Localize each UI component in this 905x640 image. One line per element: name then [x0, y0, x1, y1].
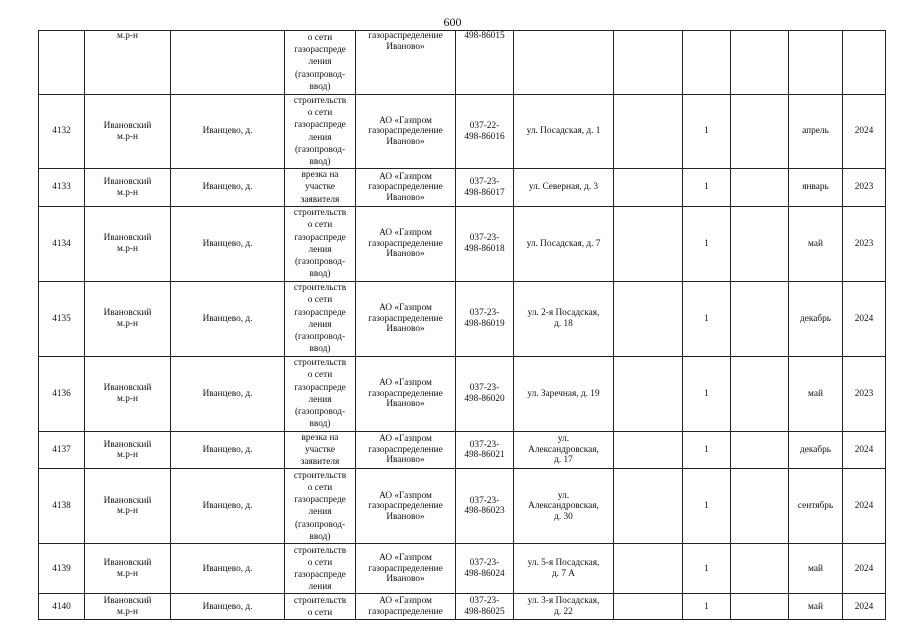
cell-col8 — [614, 31, 683, 95]
cell-district: Ивановский м.р-н — [85, 594, 171, 620]
cell-code: 037-22- 498-86016 — [456, 95, 514, 169]
table-row — [39, 356, 886, 431]
cell-count: 1 — [683, 469, 731, 544]
cell-year: 2023 — [843, 356, 886, 431]
cell-month: май — [789, 544, 843, 594]
cell-district: Ивановский м.р-н — [85, 206, 171, 281]
cell-object-type: строительств о сети газораспреде ления (газопровод- ввод) — [285, 469, 356, 544]
table-row — [39, 31, 886, 95]
cell-month: май — [789, 594, 843, 620]
cell-col10 — [731, 31, 789, 95]
table-row — [39, 469, 886, 544]
cell-month: апрель — [789, 95, 843, 169]
cell-count: 1 — [683, 206, 731, 281]
cell-col8 — [614, 594, 683, 620]
cell-col8 — [614, 169, 683, 207]
cell-col10 — [731, 281, 789, 356]
cell-col10 — [731, 169, 789, 207]
cell-locality: Иванцево, д. — [171, 544, 285, 594]
cell-year: 2024 — [843, 594, 886, 620]
cell-col10 — [731, 95, 789, 169]
cell-number: 4133 — [39, 169, 85, 207]
cell-locality — [171, 31, 285, 95]
cell-count: 1 — [683, 281, 731, 356]
cell-locality: Иванцево, д. — [171, 431, 285, 469]
cell-count: 1 — [683, 169, 731, 207]
cell-locality: Иванцево, д. — [171, 356, 285, 431]
cell-district: Ивановский м.р-н — [85, 431, 171, 469]
cell-code: 037-23- 498-86025 — [456, 594, 514, 620]
cell-organization: АО «Газпром газораспределение Иваново» — [356, 356, 456, 431]
cell-organization: АО «Газпром газораспределение Иваново» — [356, 544, 456, 594]
cell-organization: АО «Газпром газораспределение Иваново» — [356, 169, 456, 207]
cell-col10 — [731, 469, 789, 544]
cell-year: 2024 — [843, 281, 886, 356]
cell-col10 — [731, 206, 789, 281]
cell-address: ул. Северная, д. 3 — [514, 169, 614, 207]
cell-col8 — [614, 281, 683, 356]
cell-object-type: строительств о сети газораспреде ления (газопровод- ввод) — [285, 95, 356, 169]
cell-month — [789, 31, 843, 95]
cell-district: Ивановский м.р-н — [85, 169, 171, 207]
table-row — [39, 431, 886, 469]
cell-object-type: строительств о сети газораспреде ления — [285, 544, 356, 594]
cell-locality: Иванцево, д. — [171, 281, 285, 356]
cell-object-type: врезка на участке заявителя — [285, 169, 356, 207]
cell-locality: Иванцево, д. — [171, 206, 285, 281]
cell-object-type: строительств о сети — [285, 594, 356, 620]
cell-month: май — [789, 206, 843, 281]
cell-number: 4138 — [39, 469, 85, 544]
table-row — [39, 169, 886, 207]
cell-organization: АО «Газпром газораспределение Иваново» — [356, 431, 456, 469]
cell-count: 1 — [683, 544, 731, 594]
cell-count — [683, 31, 731, 95]
cell-address: ул. 2-я Посадская, д. 18 — [514, 281, 614, 356]
cell-address: ул. Посадская, д. 1 — [514, 95, 614, 169]
cell-organization: АО «Газпром газораспределение Иваново» — [356, 95, 456, 169]
cell-col10 — [731, 544, 789, 594]
cell-code: 037-23- 498-86018 — [456, 206, 514, 281]
cell-year: 2023 — [843, 206, 886, 281]
cell-number: 4140 — [39, 594, 85, 620]
cell-code: 037-23- 498-86017 — [456, 169, 514, 207]
cell-month: май — [789, 356, 843, 431]
table-row — [39, 281, 886, 356]
cell-month: январь — [789, 169, 843, 207]
cell-organization: газораспределение Иваново» — [356, 31, 456, 95]
cell-number: 4134 — [39, 206, 85, 281]
cell-col10 — [731, 594, 789, 620]
cell-year: 2024 — [843, 544, 886, 594]
cell-number: 4136 — [39, 356, 85, 431]
cell-organization: АО «Газпром газораспределение Иваново» — [356, 206, 456, 281]
cell-district: Ивановский м.р-н — [85, 95, 171, 169]
cell-district: Ивановский м.р-н — [85, 544, 171, 594]
cell-month: сентябрь — [789, 469, 843, 544]
cell-object-type: о сети газораспреде ления (газопровод- ввод) — [285, 31, 356, 95]
cell-col8 — [614, 206, 683, 281]
cell-organization: АО «Газпром газораспределение — [356, 594, 456, 620]
cell-address: ул. Александровская, д. 17 — [514, 431, 614, 469]
cell-col8 — [614, 95, 683, 169]
cell-col10 — [731, 356, 789, 431]
cell-number — [39, 31, 85, 95]
cell-district: Ивановский м.р-н — [85, 356, 171, 431]
cell-code: 037-23- 498-86023 — [456, 469, 514, 544]
cell-code: 037-23- 498-86019 — [456, 281, 514, 356]
page-number: 600 — [443, 15, 462, 29]
cell-address: ул. Александровская, д. 30 — [514, 469, 614, 544]
cell-district: Ивановский м.р-н — [85, 281, 171, 356]
cell-number: 4135 — [39, 281, 85, 356]
cell-address: ул. Заречная, д. 19 — [514, 356, 614, 431]
cell-address: ул. 5-я Посадская, д. 7 А — [514, 544, 614, 594]
cell-year: 2024 — [843, 469, 886, 544]
cell-district: Ивановский м.р-н — [85, 469, 171, 544]
cell-number: 4139 — [39, 544, 85, 594]
cell-address: ул. Посадская, д. 7 — [514, 206, 614, 281]
cell-locality: Иванцево, д. — [171, 95, 285, 169]
cell-month: декабрь — [789, 281, 843, 356]
cell-year: 2024 — [843, 95, 886, 169]
cell-number: 4132 — [39, 95, 85, 169]
cell-col8 — [614, 544, 683, 594]
cell-col8 — [614, 431, 683, 469]
table-body — [39, 31, 886, 620]
cell-address — [514, 31, 614, 95]
cell-col8 — [614, 356, 683, 431]
cell-object-type: строительств о сети газораспреде ления (газопровод- ввод) — [285, 281, 356, 356]
table-row — [39, 95, 886, 169]
cell-count: 1 — [683, 356, 731, 431]
cell-object-type: врезка на участке заявителя — [285, 431, 356, 469]
cell-count: 1 — [683, 594, 731, 620]
cell-code: 037-23- 498-86020 — [456, 356, 514, 431]
cell-count: 1 — [683, 431, 731, 469]
cell-code: 498-86015 — [456, 31, 514, 95]
cell-count: 1 — [683, 95, 731, 169]
cell-code: 037-23- 498-86024 — [456, 544, 514, 594]
cell-year: 2023 — [843, 169, 886, 207]
gasification-table — [38, 30, 886, 620]
cell-organization: АО «Газпром газораспределение Иваново» — [356, 469, 456, 544]
cell-month: декабрь — [789, 431, 843, 469]
cell-number: 4137 — [39, 431, 85, 469]
cell-address: ул. 3-я Посадская, д. 22 — [514, 594, 614, 620]
cell-organization: АО «Газпром газораспределение Иваново» — [356, 281, 456, 356]
cell-code: 037-23- 498-86021 — [456, 431, 514, 469]
cell-object-type: строительств о сети газораспреде ления (газопровод- ввод) — [285, 356, 356, 431]
cell-locality: Иванцево, д. — [171, 169, 285, 207]
cell-locality: Иванцево, д. — [171, 594, 285, 620]
cell-col8 — [614, 469, 683, 544]
table-row — [39, 544, 886, 594]
cell-object-type: строительств о сети газораспреде ления (газопровод- ввод) — [285, 206, 356, 281]
cell-district: м.р-н — [85, 31, 171, 95]
cell-year — [843, 31, 886, 95]
cell-col10 — [731, 431, 789, 469]
cell-year: 2024 — [843, 431, 886, 469]
table-row — [39, 594, 886, 620]
table-row — [39, 206, 886, 281]
cell-locality: Иванцево, д. — [171, 469, 285, 544]
